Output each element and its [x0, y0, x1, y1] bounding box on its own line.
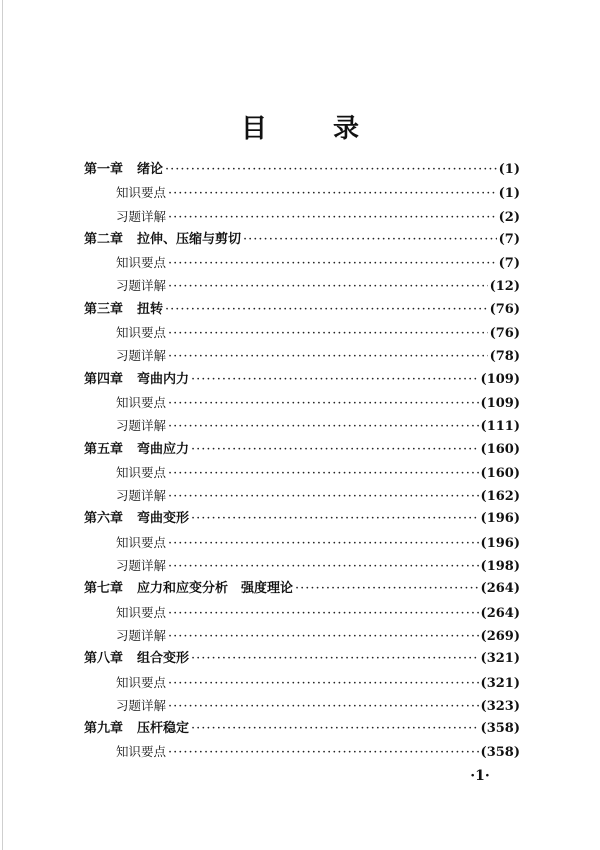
toc-section-row [84, 531, 520, 554]
toc-chapter-row [84, 228, 520, 251]
toc-section-row [84, 205, 520, 228]
chapter-number: 第四章 [84, 371, 124, 387]
dot-leader [168, 462, 479, 485]
page-ref: (160) [480, 465, 520, 481]
entry-title: 习题详解 [116, 488, 167, 504]
toc-entry-label [84, 391, 166, 414]
chapter-number: 第九章 [84, 721, 124, 737]
entry-title: 习题详解 [116, 627, 167, 643]
entry-title: 知识要点 [116, 744, 167, 760]
page-number: ·1· [470, 768, 490, 784]
chapter-number: 第八章 [84, 651, 124, 667]
toc-entry-label [84, 181, 166, 204]
dot-leader [165, 298, 488, 321]
page-ref: (2) [498, 209, 520, 225]
toc-entry-label [84, 484, 166, 507]
toc-section-row [84, 694, 520, 717]
dot-leader [168, 252, 497, 275]
dot-leader [295, 577, 479, 600]
toc-entry-label [84, 228, 241, 251]
toc-chapter-row [84, 438, 520, 461]
toc-entry-label [84, 461, 166, 484]
toc-chapter-row [84, 717, 520, 740]
entry-title: 习题详解 [116, 278, 167, 294]
dot-leader [243, 228, 497, 251]
page-title: 目 录 [240, 114, 379, 144]
entry-title: 知识要点 [116, 325, 167, 341]
page-ref: (111) [480, 419, 520, 435]
toc-entry-label [84, 158, 163, 181]
toc-entry-label [84, 577, 293, 600]
toc-entry-label [84, 321, 166, 344]
page-ref: (321) [480, 651, 520, 667]
dot-leader [191, 438, 479, 461]
page-ref: (162) [480, 489, 520, 505]
dot-leader [168, 625, 479, 648]
toc-section-row [84, 251, 520, 274]
toc-section-row [84, 461, 520, 484]
toc-section-row [84, 624, 520, 647]
toc-entry-label [84, 298, 163, 321]
toc-entry-label [84, 531, 166, 554]
toc-chapter-row [84, 507, 520, 530]
entry-title: 组合变形 [137, 651, 190, 667]
toc-chapter-row [84, 368, 520, 391]
dot-leader [168, 345, 488, 368]
toc-chapter-row [84, 298, 520, 321]
toc-entry-label [84, 671, 166, 694]
page-ref: (76) [489, 301, 520, 317]
entry-title: 习题详解 [116, 558, 167, 574]
dot-leader [168, 695, 479, 718]
dot-leader [191, 717, 479, 740]
entry-title: 知识要点 [116, 534, 167, 550]
chapter-number: 第五章 [84, 441, 124, 457]
entry-title: 弯曲应力 [137, 441, 190, 457]
toc-chapter-row [84, 647, 520, 670]
toc-entry-label [84, 694, 166, 717]
dot-leader [168, 206, 497, 229]
toc-entry-label [84, 554, 166, 577]
page-ref: (196) [480, 535, 520, 551]
entry-title: 应力和应变分析 强度理论 [137, 581, 294, 597]
toc-section-row [84, 391, 520, 414]
entry-title: 知识要点 [116, 185, 167, 201]
entry-title: 绪论 [137, 162, 164, 177]
page-ref: (160) [480, 441, 520, 457]
chapter-number: 第七章 [84, 581, 124, 597]
dot-leader [168, 602, 479, 625]
entry-title: 习题详解 [116, 348, 167, 364]
toc-section-row [84, 414, 520, 437]
dot-leader [191, 647, 479, 670]
toc-section-row [84, 671, 520, 694]
entry-title: 弯曲内力 [137, 371, 190, 387]
dot-leader [168, 415, 479, 438]
page-ref: (264) [480, 581, 520, 597]
toc-section-row [84, 484, 520, 507]
toc-entry-label [84, 507, 189, 530]
toc-entry-label [84, 205, 166, 228]
chapter-number: 第三章 [84, 301, 124, 317]
entry-title: 弯曲变形 [137, 511, 190, 527]
page-ref: (78) [489, 349, 520, 365]
page-ref: (7) [498, 231, 520, 247]
toc-section-row [84, 344, 520, 367]
toc-entry-label [84, 274, 166, 297]
table-of-contents [84, 158, 520, 764]
page-ref: (358) [480, 721, 520, 737]
page-ref: (1) [498, 162, 520, 177]
toc-entry-label [84, 414, 166, 437]
page-ref: (196) [480, 511, 520, 527]
toc-section-row [84, 554, 520, 577]
toc-entry-label [84, 624, 166, 647]
entry-title: 知识要点 [116, 464, 167, 480]
dot-leader [191, 368, 479, 391]
dot-leader [168, 555, 479, 578]
dot-leader [168, 392, 479, 415]
toc-entry-label [84, 368, 189, 391]
entry-title: 压杆稳定 [137, 721, 190, 737]
page-ref: (12) [489, 279, 520, 295]
dot-leader [165, 158, 497, 181]
entry-title: 知识要点 [116, 674, 167, 690]
entry-title: 扭转 [137, 301, 164, 317]
dot-leader [168, 275, 488, 298]
toc-section-row [84, 740, 520, 763]
page-ref: (76) [489, 326, 520, 342]
entry-title: 习题详解 [116, 418, 167, 434]
page-ref: (323) [480, 698, 520, 714]
toc-section-row [84, 321, 520, 344]
dot-leader [168, 485, 479, 508]
page-ref: (198) [480, 559, 520, 575]
page-ref: (7) [498, 256, 520, 272]
dot-leader [191, 507, 479, 530]
toc-entry-label [84, 344, 166, 367]
toc-chapter-row [84, 158, 520, 181]
toc-chapter-row [84, 577, 520, 600]
chapter-number: 第二章 [84, 231, 124, 247]
entry-title: 拉伸、压缩与剪切 [137, 231, 242, 247]
entry-title: 习题详解 [116, 697, 167, 713]
toc-entry-label [84, 438, 189, 461]
dot-leader [168, 182, 497, 205]
page-ref: (358) [480, 745, 520, 761]
dot-leader [168, 532, 479, 555]
entry-title: 习题详解 [116, 208, 167, 224]
entry-title: 知识要点 [116, 394, 167, 410]
chapter-number: 第六章 [84, 511, 124, 527]
page-ref: (109) [480, 395, 520, 411]
page-ref: (321) [480, 675, 520, 691]
dot-leader [168, 741, 479, 764]
toc-section-row [84, 601, 520, 624]
chapter-number: 第一章 [84, 162, 124, 177]
toc-entry-label [84, 251, 166, 274]
page-ref: (1) [498, 186, 520, 202]
page-ref: (264) [480, 605, 520, 621]
entry-title: 知识要点 [116, 604, 167, 620]
toc-entry-label [84, 601, 166, 624]
dot-leader [168, 322, 488, 345]
toc-section-row [84, 181, 520, 204]
page-ref: (109) [480, 371, 520, 387]
entry-title: 知识要点 [116, 255, 167, 271]
toc-entry-label [84, 717, 189, 740]
toc-entry-label [84, 740, 166, 763]
toc-section-row [84, 274, 520, 297]
toc-entry-label [84, 647, 189, 670]
page-ref: (269) [480, 628, 520, 644]
dot-leader [168, 672, 479, 695]
